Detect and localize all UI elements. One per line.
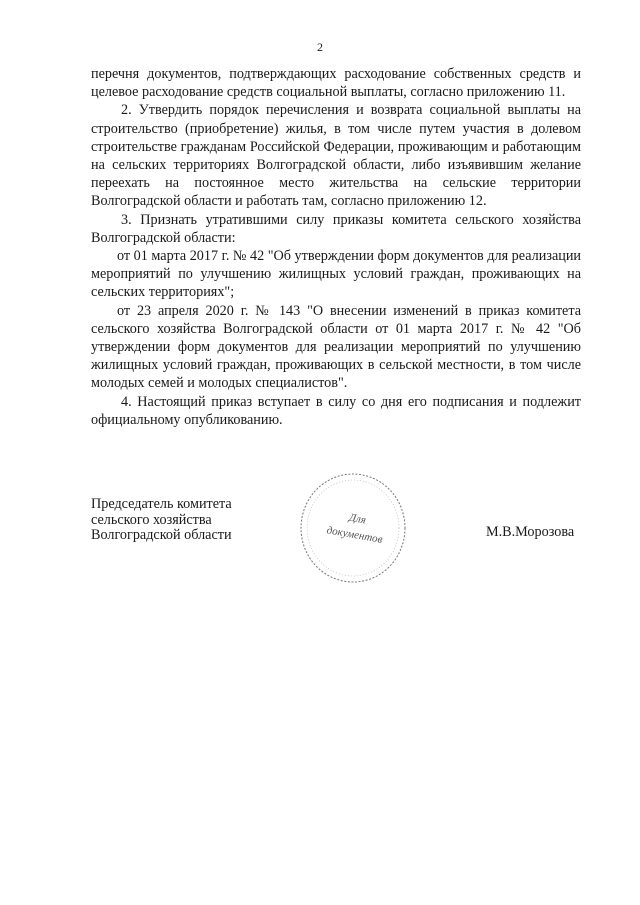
page-number: 2	[317, 40, 323, 54]
paragraph-order-143: от 23 апреля 2020 г. № 143 "О внесении изменений в приказ комитета сельского хозяйства Волгоградской области от 01 марта 2017 г. № 42 "Об утверждении форм документов для реализации мероприятий по улучшению жилищных условий граждан, проживающих в сельской местности, в том числе молодых семей и молодых специалистов".	[91, 302, 581, 392]
paragraph-continuation: перечня документов, подтверждающих расходование собственных средств и целевое расходование средств социальной выплаты, согласно приложению 11.	[91, 66, 581, 101]
signer-name: М.В.Морозова	[486, 524, 575, 540]
paragraph-item-4: 4. Настоящий приказ вступает в силу со дня его подписания и подлежит официальному опубликованию.	[91, 393, 581, 428]
paragraph-item-2: 2. Утвердить порядок перечисления и возврата социальной выплаты на строительство (приобретение) жилья, в том числе путем участия в долевом строительстве гражданам Российской Федерации, проживающим и работающим на сельских территориях Волгоградской области, либо изъявившим желание переехать на постоянное место жительства на сельские территории Волгоградской области и работать там, согласно приложению 12.	[91, 102, 581, 210]
paragraph-order-42: от 01 марта 2017 г. № 42 "Об утверждении форм документов для реализации мероприятий по улучшению жилищных условий граждан, проживающих на сельских территориях";	[91, 248, 582, 301]
paragraph-item-3: 3. Признать утратившими силу приказы комитета сельского хозяйства Волгоградской области:	[91, 211, 581, 246]
signature-title-line: Председатель комитета	[91, 496, 232, 512]
document-body	[91, 65, 581, 429]
stamp-text-line1: Для	[348, 511, 367, 527]
stamp-seal	[297, 470, 409, 586]
signature-title-line: сельского хозяйства	[91, 511, 212, 528]
signature-title	[91, 497, 232, 544]
signature-title-line: Волгоградской области	[91, 527, 232, 543]
stamp-text-line2: документов	[325, 524, 384, 546]
